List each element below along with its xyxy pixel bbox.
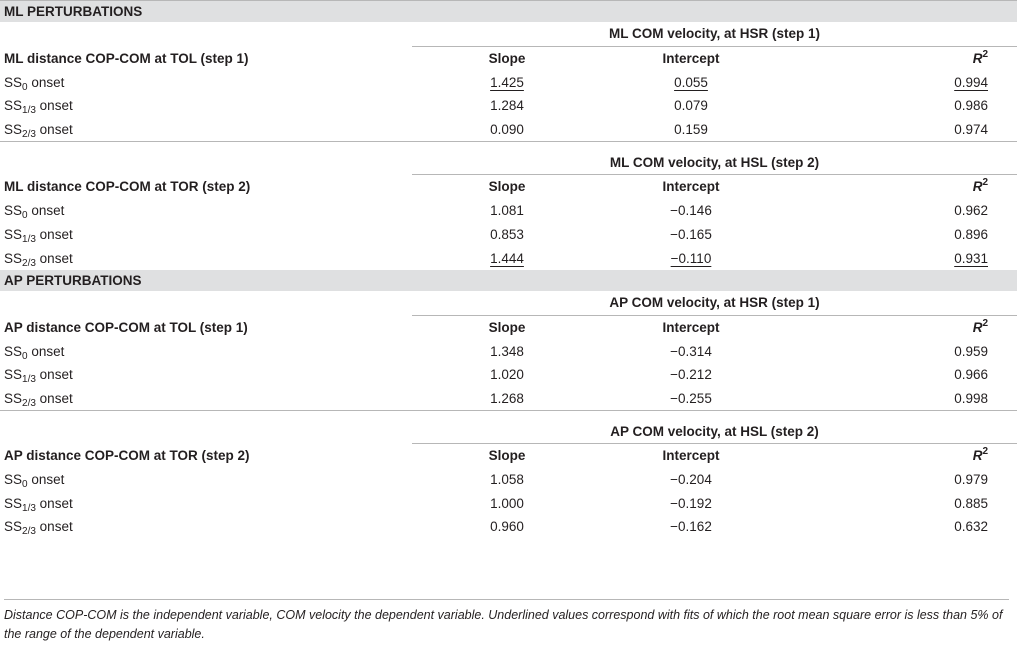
empty-cell	[0, 142, 412, 175]
slope-cell	[412, 468, 602, 492]
row-label-subscript: 2/3	[22, 526, 36, 538]
dependent-variable-label: ML COM velocity, at HSR (step 1)	[412, 22, 1017, 46]
row-label	[0, 387, 412, 411]
slope-value: 1.425	[490, 74, 524, 90]
section-header-row	[0, 270, 1017, 291]
row-label-suffix: onset	[27, 343, 65, 359]
table-row	[0, 94, 1017, 118]
intercept-value: −0.255	[670, 390, 712, 406]
row-label-base: SS	[4, 519, 23, 535]
slope-value: 1.268	[490, 390, 524, 406]
row-label-base: SS	[4, 250, 23, 266]
r-squared-value: 0.959	[954, 343, 988, 359]
row-label-subscript: 1/3	[22, 233, 36, 245]
row-label-suffix: onset	[35, 390, 73, 406]
row-label-base: SS	[4, 390, 23, 406]
row-label-subscript: 0	[22, 210, 28, 222]
row-label	[0, 199, 412, 223]
table-row	[0, 363, 1017, 387]
intercept-value: 0.055	[674, 74, 708, 90]
row-label-base: SS	[4, 495, 23, 511]
table-row	[0, 199, 1017, 223]
row-label-subscript: 1/3	[22, 502, 36, 514]
row-label	[0, 94, 412, 118]
row-label-base: SS	[4, 343, 23, 359]
r-squared-value: 0.986	[954, 98, 988, 114]
row-label-base: SS	[4, 472, 23, 488]
slope-value: 1.444	[490, 250, 524, 266]
table-row	[0, 468, 1017, 492]
r-squared-value: 0.931	[954, 250, 988, 266]
row-label-subscript: 0	[22, 81, 28, 93]
intercept-cell	[602, 468, 780, 492]
slope-header: Slope	[488, 179, 526, 195]
row-label-suffix: onset	[27, 203, 65, 219]
r-squared-cell	[780, 339, 1017, 363]
slope-value: 1.000	[490, 495, 524, 511]
intercept-value: −0.204	[670, 472, 712, 488]
slope-header: Slope	[488, 448, 526, 464]
r-squared-cell	[780, 515, 1017, 539]
slope-cell	[412, 491, 602, 515]
table-row	[0, 387, 1017, 411]
r-squared-cell	[780, 468, 1017, 492]
r-squared-header	[780, 444, 1017, 468]
row-label-suffix: onset	[35, 367, 73, 383]
slope-cell	[412, 387, 602, 411]
row-label-base: SS	[4, 98, 23, 114]
r-squared-cell	[780, 118, 1017, 142]
slope-value: 1.058	[490, 472, 524, 488]
slope-header: Slope	[488, 51, 526, 67]
slope-cell	[412, 339, 602, 363]
r-squared-value: 0.966	[954, 367, 988, 383]
dependent-variable-label: ML COM velocity, at HSL (step 2)	[412, 142, 1017, 175]
section-title: ML PERTURBATIONS	[0, 1, 1017, 23]
slope-value: 1.284	[490, 98, 524, 114]
row-label-subscript: 0	[22, 479, 28, 491]
table-row	[0, 223, 1017, 247]
table-row	[0, 515, 1017, 539]
r-squared-cell	[780, 199, 1017, 223]
row-label	[0, 339, 412, 363]
slope-value: 0.853	[490, 226, 524, 242]
row-label	[0, 70, 412, 94]
r-squared-cell	[780, 491, 1017, 515]
table-row	[0, 491, 1017, 515]
r-squared-header	[780, 175, 1017, 199]
section-header-row	[0, 1, 1017, 23]
r-squared-value: 0.998	[954, 390, 988, 406]
empty-cell	[0, 22, 412, 46]
table-row	[0, 118, 1017, 142]
row-label-subscript: 2/3	[22, 257, 36, 269]
intercept-value: −0.162	[670, 519, 712, 535]
dependent-variable-label: AP COM velocity, at HSL (step 2)	[412, 411, 1017, 444]
slope-cell	[412, 199, 602, 223]
intercept-value: −0.110	[670, 250, 712, 266]
slope-cell	[412, 94, 602, 118]
r-squared-cell	[780, 246, 1017, 270]
intercept-cell	[602, 339, 780, 363]
table-row	[0, 246, 1017, 270]
intercept-cell	[602, 491, 780, 515]
intercept-header: Intercept	[662, 51, 720, 67]
intercept-value: 0.079	[674, 98, 708, 114]
r-squared-cell	[780, 223, 1017, 247]
r-squared-exponent: 2	[982, 49, 988, 61]
independent-variable-label: AP distance COP-COM at TOL (step 1)	[4, 319, 248, 335]
dependent-variable-row	[0, 22, 1017, 46]
column-header-row	[0, 175, 1017, 199]
slope-header: Slope	[488, 319, 526, 335]
intercept-header: Intercept	[662, 448, 720, 464]
row-label-suffix: onset	[35, 98, 73, 114]
slope-cell	[412, 70, 602, 94]
row-label	[0, 118, 412, 142]
column-header-row	[0, 315, 1017, 339]
row-label-suffix: onset	[35, 226, 73, 242]
intercept-cell	[602, 70, 780, 94]
row-label-suffix: onset	[27, 74, 65, 90]
row-label-suffix: onset	[35, 519, 73, 535]
empty-cell	[0, 291, 412, 315]
r-squared-exponent: 2	[982, 317, 988, 329]
row-label-subscript: 2/3	[22, 129, 36, 141]
intercept-cell	[602, 363, 780, 387]
independent-variable-label: AP distance COP-COM at TOR (step 2)	[4, 448, 250, 464]
row-label	[0, 363, 412, 387]
intercept-value: −0.192	[670, 495, 712, 511]
r-squared-symbol: R	[972, 448, 983, 464]
intercept-cell	[602, 94, 780, 118]
dependent-variable-row	[0, 142, 1017, 175]
slope-cell	[412, 363, 602, 387]
row-label-base: SS	[4, 203, 23, 219]
independent-variable-label: ML distance COP-COM at TOL (step 1)	[4, 50, 249, 66]
r-squared-value: 0.979	[954, 472, 988, 488]
r-squared-value: 0.896	[954, 226, 988, 242]
slope-value: 0.960	[490, 519, 524, 535]
intercept-cell	[602, 387, 780, 411]
r-squared-cell	[780, 94, 1017, 118]
table-row	[0, 339, 1017, 363]
slope-cell	[412, 515, 602, 539]
slope-value: 0.090	[490, 122, 524, 138]
intercept-value: −0.146	[670, 203, 712, 219]
row-label	[0, 223, 412, 247]
r-squared-symbol: R	[972, 51, 983, 67]
column-header-row	[0, 46, 1017, 70]
table-footnote: Distance COP-COM is the independent variable, COM velocity the dependent variable. Underlined values correspond with fits of which the root mean square error is less than 5% of the range of the dependent variable.	[4, 599, 1009, 644]
row-label-subscript: 1/3	[22, 105, 36, 117]
regression-table-body	[0, 1, 1017, 539]
row-label-subscript: 0	[22, 350, 28, 362]
slope-value: 1.348	[490, 343, 524, 359]
r-squared-value: 0.974	[954, 122, 988, 138]
slope-cell	[412, 246, 602, 270]
row-label-base: SS	[4, 122, 23, 138]
dependent-variable-row	[0, 411, 1017, 444]
r-squared-cell	[780, 387, 1017, 411]
intercept-value: −0.314	[670, 343, 712, 359]
intercept-header: Intercept	[662, 179, 720, 195]
r-squared-header	[780, 315, 1017, 339]
intercept-value: −0.212	[670, 367, 712, 383]
row-label	[0, 515, 412, 539]
dependent-variable-label: AP COM velocity, at HSR (step 1)	[412, 291, 1017, 315]
r-squared-symbol: R	[972, 179, 983, 195]
intercept-cell	[602, 223, 780, 247]
slope-value: 1.081	[490, 203, 524, 219]
r-squared-value: 0.962	[954, 203, 988, 219]
slope-value: 1.020	[490, 367, 524, 383]
slope-cell	[412, 118, 602, 142]
row-label	[0, 491, 412, 515]
row-label	[0, 468, 412, 492]
r-squared-value: 0.885	[954, 495, 988, 511]
row-label-suffix: onset	[35, 122, 73, 138]
r-squared-value: 0.632	[954, 519, 988, 535]
row-label-base: SS	[4, 367, 23, 383]
section-title: AP PERTURBATIONS	[0, 270, 1017, 291]
r-squared-symbol: R	[972, 319, 983, 335]
r-squared-cell	[780, 70, 1017, 94]
dependent-variable-row	[0, 291, 1017, 315]
intercept-cell	[602, 246, 780, 270]
intercept-value: −0.165	[670, 226, 712, 242]
r-squared-exponent: 2	[982, 177, 988, 189]
row-label-suffix: onset	[35, 250, 73, 266]
slope-cell	[412, 223, 602, 247]
independent-variable-label: ML distance COP-COM at TOR (step 2)	[4, 179, 251, 195]
intercept-value: 0.159	[674, 122, 708, 138]
intercept-cell	[602, 199, 780, 223]
row-label	[0, 246, 412, 270]
table-row	[0, 70, 1017, 94]
row-label-base: SS	[4, 226, 23, 242]
r-squared-value: 0.994	[954, 74, 988, 90]
column-header-row	[0, 444, 1017, 468]
row-label-base: SS	[4, 74, 23, 90]
row-label-subscript: 2/3	[22, 397, 36, 409]
r-squared-exponent: 2	[982, 446, 988, 458]
intercept-header: Intercept	[662, 319, 720, 335]
intercept-cell	[602, 515, 780, 539]
r-squared-cell	[780, 363, 1017, 387]
row-label-suffix: onset	[27, 472, 65, 488]
empty-cell	[0, 411, 412, 444]
row-label-subscript: 1/3	[22, 374, 36, 386]
r-squared-header	[780, 46, 1017, 70]
intercept-cell	[602, 118, 780, 142]
row-label-suffix: onset	[35, 495, 73, 511]
